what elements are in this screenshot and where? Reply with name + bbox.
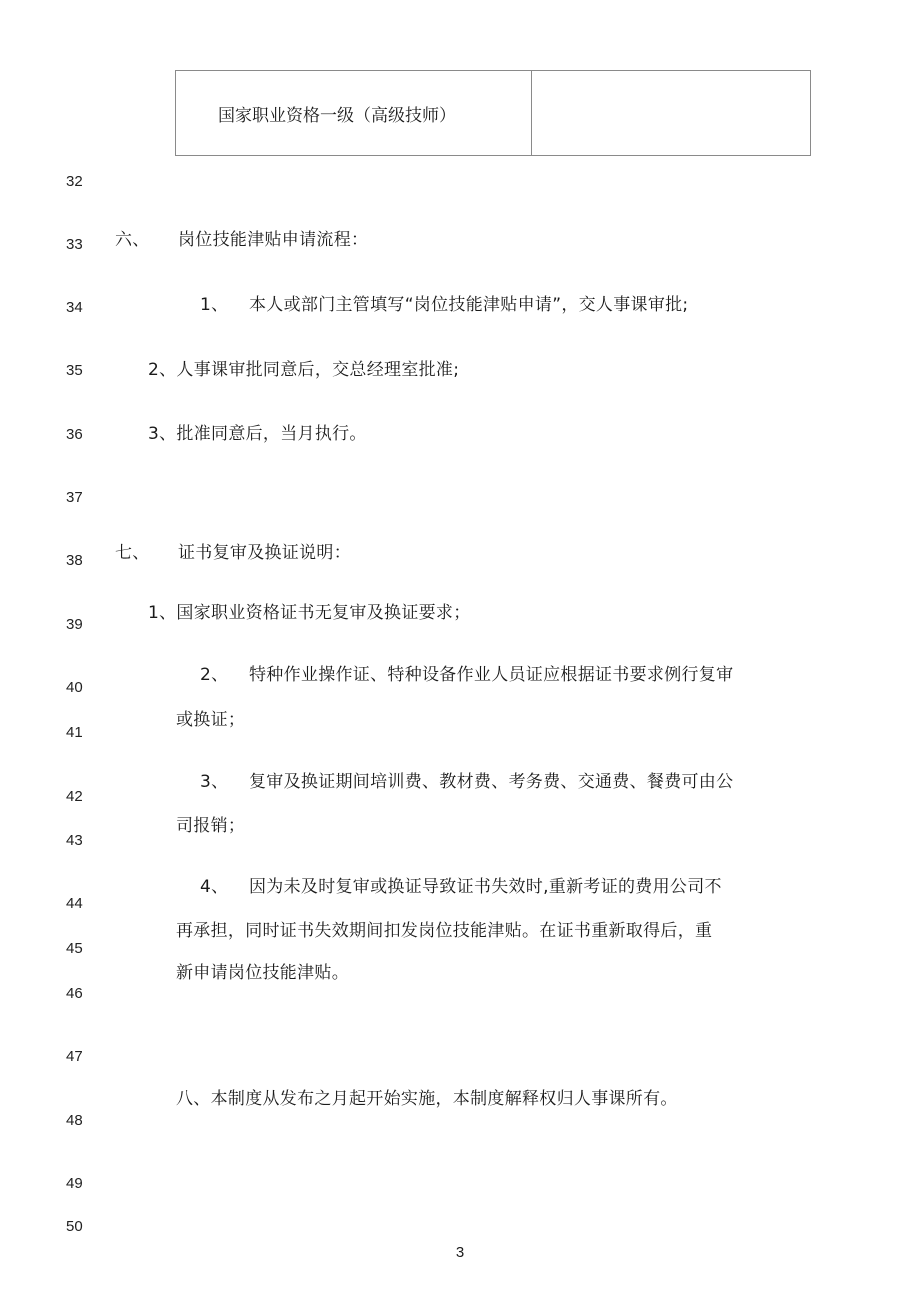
section-seven-item-3-line-1: 复审及换证期间培训费、教材费、考务费、交通费、餐费可由公 <box>249 772 734 792</box>
line-number: 47 <box>66 1048 83 1065</box>
line-number: 48 <box>66 1112 83 1129</box>
line-number: 40 <box>66 679 83 696</box>
section-seven-number: 七、 <box>115 543 150 563</box>
section-seven-item-2-line-1: 特种作业操作证、特种设备作业人员证应根据证书要求例行复审 <box>249 665 734 685</box>
section-six-item-2: 2、人事课审批同意后，交总经理室批准; <box>148 360 460 380</box>
table-cell-empty <box>532 71 811 156</box>
section-seven-item-4-line-3: 新申请岗位技能津贴。 <box>176 963 349 983</box>
section-seven-item-4-line-2: 再承担，同时证书失效期间扣发岗位技能津贴。在证书重新取得后，重 <box>176 921 713 941</box>
line-number: 46 <box>66 985 83 1002</box>
section-seven-item-2-line-2: 或换证； <box>176 710 246 730</box>
line-number: 45 <box>66 940 83 957</box>
section-six-item-1: 本人或部门主管填写“岗位技能津贴申请”，交人事课审批; <box>249 295 689 315</box>
line-number: 41 <box>66 724 83 741</box>
section-six-item-3: 3、批准同意后，当月执行。 <box>148 424 367 444</box>
line-number: 42 <box>66 788 83 805</box>
line-number: 34 <box>66 299 83 316</box>
qualification-table <box>175 70 811 156</box>
section-seven-item-4-line-1: 因为未及时复审或换证导致证书失效时,重新考证的费用公司不 <box>249 877 722 897</box>
table-cell-level: 国家职业资格一级（高级技师） <box>176 71 532 156</box>
line-number: 50 <box>66 1218 83 1235</box>
line-number: 44 <box>66 895 83 912</box>
section-seven-item-3-line-2: 司报销； <box>176 816 246 836</box>
line-number: 36 <box>66 426 83 443</box>
section-eight-text: 八、本制度从发布之月起开始实施，本制度解释权归人事课所有。 <box>176 1089 678 1109</box>
line-number: 49 <box>66 1175 83 1192</box>
page-number: 3 <box>455 1244 465 1261</box>
section-six-number: 六、 <box>115 230 150 250</box>
section-six-title: 岗位技能津贴申请流程： <box>178 230 369 250</box>
section-seven-item-3-number: 3、 <box>200 772 229 792</box>
line-number: 35 <box>66 362 83 379</box>
line-number: 43 <box>66 832 83 849</box>
line-number: 33 <box>66 236 83 253</box>
section-seven-item-2-number: 2、 <box>200 665 229 685</box>
section-seven-title: 证书复审及换证说明： <box>178 543 351 563</box>
line-number: 32 <box>66 173 83 190</box>
section-seven-item-4-number: 4、 <box>200 877 229 897</box>
section-six-item-1-number: 1、 <box>200 295 229 315</box>
section-seven-item-1: 1、国家职业资格证书无复审及换证要求； <box>148 603 471 623</box>
table-row <box>176 71 811 156</box>
line-number: 37 <box>66 489 83 506</box>
line-number: 39 <box>66 616 83 633</box>
line-number: 38 <box>66 552 83 569</box>
